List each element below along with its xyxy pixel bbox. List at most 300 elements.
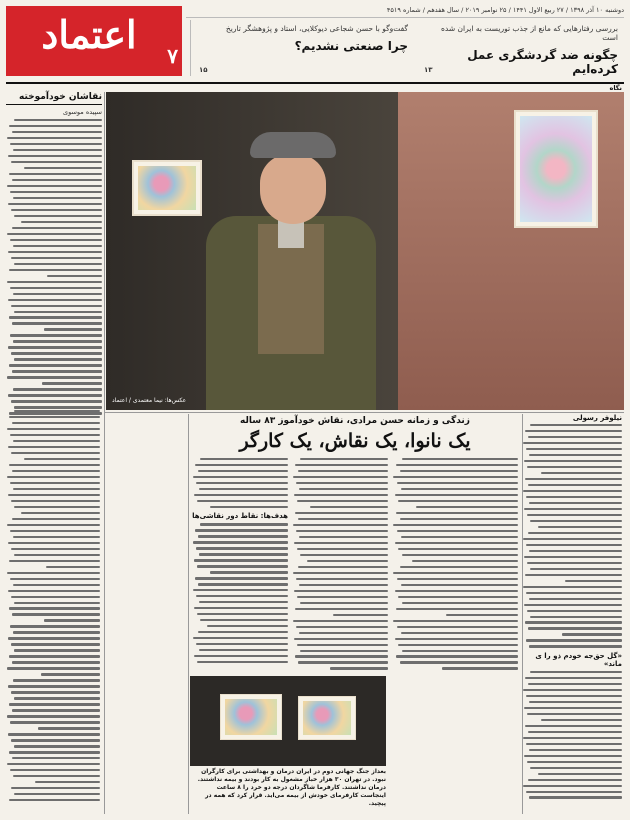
- text-line: [528, 683, 622, 685]
- text-line: [300, 602, 388, 604]
- text-line: [13, 340, 102, 342]
- text-line: [199, 601, 288, 603]
- text-line: [529, 598, 622, 600]
- text-line: [10, 578, 100, 580]
- text-line: [197, 661, 288, 663]
- text-line: [446, 614, 518, 616]
- text-line: [11, 209, 102, 211]
- text-line: [47, 275, 102, 277]
- masthead: [6, 6, 182, 76]
- text-line: [402, 458, 518, 460]
- text-line: [193, 589, 288, 591]
- text-line: [11, 739, 100, 741]
- text-line: [11, 787, 100, 789]
- side-column-label: نیلوفر رسولی: [572, 414, 622, 422]
- text-line: [526, 695, 622, 697]
- text-line: [8, 542, 100, 544]
- text-line: [530, 568, 622, 570]
- text-line: [9, 799, 100, 801]
- text-line: [398, 596, 518, 598]
- text-line: [524, 508, 622, 510]
- text-line: [24, 458, 100, 460]
- text-line: [393, 476, 518, 478]
- section-label: نگاه: [609, 84, 622, 92]
- text-line: [523, 737, 622, 739]
- text-line: [397, 482, 518, 484]
- text-line: [10, 625, 100, 627]
- text-line: [198, 631, 288, 633]
- text-line: [525, 478, 622, 480]
- text-line: [528, 731, 622, 733]
- text-line: [9, 703, 100, 705]
- article-column-1: [392, 458, 518, 673]
- text-line: [11, 596, 100, 598]
- text-line: [297, 596, 388, 598]
- text-line: [12, 518, 100, 520]
- text-line: [299, 632, 388, 634]
- text-line: [195, 577, 288, 579]
- text-line: [21, 512, 100, 514]
- text-line: [11, 305, 102, 307]
- text-line: [7, 572, 100, 574]
- text-line: [14, 793, 100, 795]
- text-line: [7, 281, 102, 283]
- text-line: [9, 607, 100, 609]
- text-line: [38, 727, 100, 729]
- text-line: [395, 542, 518, 544]
- text-line: [7, 185, 102, 187]
- text-line: [193, 637, 288, 639]
- text-line: [298, 661, 388, 663]
- text-line: [12, 757, 100, 759]
- text-line: [197, 500, 288, 502]
- text-line: [298, 470, 388, 472]
- text-line: [9, 560, 100, 562]
- text-line: [12, 370, 102, 372]
- text-line: [194, 559, 288, 561]
- text-line: [13, 245, 102, 247]
- text-line: [13, 388, 102, 390]
- text-line: [24, 167, 102, 169]
- text-line: [293, 572, 388, 574]
- text-line: [527, 610, 622, 612]
- text-line: [7, 137, 102, 139]
- text-line: [538, 773, 622, 775]
- text-line: [10, 434, 100, 436]
- text-line: [14, 215, 102, 217]
- text-line: [12, 131, 102, 133]
- text-line: [14, 119, 102, 121]
- teaser-industry[interactable]: [190, 20, 416, 76]
- text-line: [541, 719, 622, 721]
- text-line: [9, 173, 102, 175]
- teaser-tourism[interactable]: [416, 20, 626, 76]
- text-line: [525, 574, 622, 576]
- text-line: [523, 442, 622, 444]
- text-line: [193, 476, 288, 478]
- text-line: [523, 538, 622, 540]
- text-line: [530, 616, 622, 618]
- text-line: [197, 613, 288, 615]
- newspaper-logo: اعتماد: [41, 12, 137, 57]
- text-line: [541, 472, 622, 474]
- text-line: [293, 620, 388, 622]
- text-line: [14, 602, 100, 604]
- text-line: [9, 125, 102, 127]
- text-line: [194, 655, 288, 657]
- text-line: [8, 494, 100, 496]
- text-line: [310, 506, 388, 508]
- text-line: [10, 143, 102, 145]
- text-line: [400, 470, 518, 472]
- text-line: [527, 761, 622, 763]
- text-line: [12, 179, 102, 181]
- text-line: [296, 626, 388, 628]
- text-line: [8, 637, 100, 639]
- teaser-page-ref: ۱۵: [199, 66, 208, 74]
- text-line: [35, 781, 100, 783]
- text-line: [297, 500, 388, 502]
- text-line: [294, 638, 388, 640]
- text-line: [529, 502, 622, 504]
- inset-painting-right: [298, 696, 356, 740]
- text-line: [199, 649, 288, 651]
- text-line: [8, 251, 102, 253]
- text-line: [396, 608, 518, 610]
- text-line: [14, 554, 100, 556]
- text-line: [207, 625, 288, 627]
- article-column-2: [292, 458, 388, 673]
- text-line: [398, 644, 518, 646]
- article-column-3: [192, 458, 288, 667]
- text-line: [416, 506, 518, 508]
- teaser-page-ref: ۱۳: [424, 66, 433, 74]
- text-line: [395, 590, 518, 592]
- text-line: [14, 506, 100, 508]
- text-line: [538, 526, 622, 528]
- text-line: [401, 632, 518, 634]
- text-line: [13, 197, 102, 199]
- text-line: [8, 155, 102, 157]
- teaser-sup: بررسی رفتارهایی که مانع از جذب توریست به ایران شده است: [441, 24, 618, 42]
- text-line: [529, 454, 622, 456]
- text-line: [9, 269, 102, 271]
- text-line: [7, 428, 100, 430]
- inset-caption: بعداز جنگ جهانی دوم در ایران درمان و بهداشتی برای کارگران نبود. در تهران ۳۰ هزار خباز مشغول به کار بودند و بیمه نداشتند. درمان نداشتند. کارفرما شاگردان درجه دو خرد را ۸ ساعت اینجاست کارفرمای خودش از بیمه می‌اید. قرار کرد که همه در پیچید.: [197, 768, 386, 808]
- text-line: [562, 633, 622, 635]
- text-line: [11, 691, 100, 693]
- text-line: [395, 494, 518, 496]
- text-line: [11, 500, 100, 502]
- text-line: [193, 541, 288, 543]
- text-line: [528, 532, 622, 534]
- text-line: [7, 376, 102, 378]
- left-column-body: [6, 119, 102, 415]
- text-line: [13, 293, 102, 295]
- text-line: [13, 149, 102, 151]
- text-line: [523, 689, 622, 691]
- text-line: [393, 524, 518, 526]
- teaser-sup: گفت‌وگو با حسن شجاعی دیوکلایی، استاد و پژوهشگر تاریخ: [225, 24, 408, 33]
- teaser-headline: چگونه ضد گردشگری عمل کرده‌ایم: [467, 48, 618, 76]
- text-line: [524, 755, 622, 757]
- text-line: [7, 715, 100, 717]
- text-line: [210, 506, 288, 508]
- text-line: [402, 602, 518, 604]
- text-line: [12, 322, 102, 324]
- text-line: [7, 763, 100, 765]
- text-line: [10, 530, 100, 532]
- text-line: [12, 422, 100, 424]
- painting-left: [132, 160, 202, 216]
- text-line: [293, 524, 388, 526]
- text-line: [10, 721, 100, 723]
- text-line: [11, 161, 102, 163]
- text-line: [525, 677, 622, 679]
- text-line: [13, 584, 100, 586]
- text-line: [14, 410, 100, 412]
- text-line: [397, 626, 518, 628]
- text-line: [198, 583, 288, 585]
- text-line: [12, 709, 100, 711]
- text-line: [524, 556, 622, 558]
- text-line: [21, 221, 102, 223]
- text-line: [11, 400, 102, 402]
- text-line: [523, 490, 622, 492]
- text-line: [200, 523, 288, 525]
- text-line: [42, 382, 102, 384]
- text-line: [12, 661, 100, 663]
- text-line: [396, 655, 518, 657]
- text-line: [11, 352, 102, 354]
- text-line: [299, 584, 388, 586]
- text-line: [210, 571, 288, 573]
- dateline: دوشنبه ۱۰ آذر ۱۳۹۸ / ۲۷ ربیع الاول ۱۴۴۱ / ۲۵ نوامبر ۲۰۱۹ / سال هفدهم / شماره ۴۵۱۹: [186, 6, 624, 18]
- text-line: [11, 452, 100, 454]
- text-line: [524, 707, 622, 709]
- text-line: [530, 424, 622, 426]
- text-line: [12, 613, 100, 615]
- text-line: [44, 619, 100, 621]
- text-line: [7, 476, 100, 478]
- text-line: [44, 328, 102, 330]
- text-line: [401, 584, 518, 586]
- text-line: [12, 227, 102, 229]
- section-rule: [6, 82, 624, 90]
- text-line: [527, 514, 622, 516]
- text-line: [198, 470, 288, 472]
- text-line: [196, 482, 288, 484]
- text-line: [401, 488, 518, 490]
- photo-credit: عکس‌ها: نیما معتمدی / اعتماد: [112, 397, 187, 404]
- text-line: [293, 476, 388, 478]
- text-line: [396, 464, 518, 466]
- text-line: [197, 565, 288, 567]
- inset-photo: [190, 676, 386, 766]
- text-line: [14, 697, 100, 699]
- text-line: [400, 518, 518, 520]
- text-line: [524, 604, 622, 606]
- text-line: [526, 639, 622, 641]
- text-line: [530, 520, 622, 522]
- text-line: [528, 436, 622, 438]
- text-line: [8, 446, 100, 448]
- painting-right: [514, 110, 598, 228]
- text-line: [14, 311, 102, 313]
- text-line: [198, 535, 288, 537]
- text-line: [330, 667, 388, 669]
- text-line: [13, 440, 100, 442]
- text-line: [295, 655, 388, 657]
- text-line: [8, 685, 100, 687]
- text-line: [442, 667, 518, 669]
- page-number: ۷: [167, 44, 178, 68]
- text-line: [526, 743, 622, 745]
- text-line: [393, 620, 518, 622]
- text-line: [10, 191, 102, 193]
- text-line: [194, 494, 288, 496]
- text-line: [8, 346, 102, 348]
- text-line: [14, 649, 100, 651]
- teaser-headline: چرا صنعتی نشدیم؟: [294, 39, 408, 53]
- article-subhead: هدف‌ها: نقاط دور نقاشی‌ها: [192, 512, 288, 521]
- text-line: [400, 661, 518, 663]
- text-line: [307, 560, 388, 562]
- text-line: [300, 554, 388, 556]
- text-line: [199, 488, 288, 490]
- left-column-author: سپیده موسوی: [63, 108, 102, 116]
- text-line: [13, 775, 100, 777]
- text-line: [294, 494, 388, 496]
- text-line: [8, 733, 100, 735]
- text-line: [402, 650, 518, 652]
- text-line: [396, 512, 518, 514]
- text-line: [7, 233, 102, 235]
- text-line: [196, 595, 288, 597]
- text-line: [400, 566, 518, 568]
- text-line: [14, 745, 100, 747]
- text-line: [529, 645, 622, 647]
- text-line: [401, 536, 518, 538]
- text-line: [398, 548, 518, 550]
- text-line: [529, 796, 622, 798]
- text-line: [525, 621, 622, 623]
- text-line: [295, 608, 388, 610]
- text-line: [9, 464, 100, 466]
- text-line: [13, 488, 100, 490]
- text-line: [295, 512, 388, 514]
- text-line: [526, 791, 622, 793]
- text-line: [200, 458, 288, 460]
- text-line: [525, 725, 622, 727]
- text-line: [529, 749, 622, 751]
- text-line: [196, 643, 288, 645]
- left-column-title: نقاشان خودآموخته: [6, 92, 102, 105]
- text-line: [527, 562, 622, 564]
- text-line: [12, 470, 100, 472]
- text-line: [13, 679, 100, 681]
- main-photo: [106, 92, 624, 410]
- text-line: [296, 482, 388, 484]
- text-line: [9, 655, 100, 657]
- text-line: [10, 334, 102, 336]
- text-line: [300, 458, 388, 460]
- article-headline: یک نانوا، یک نقاش، یک کارگر: [239, 430, 471, 452]
- text-line: [14, 358, 102, 360]
- text-line: [523, 785, 622, 787]
- text-line: [294, 542, 388, 544]
- text-line: [8, 394, 102, 396]
- text-line: [195, 529, 288, 531]
- text-line: [529, 701, 622, 703]
- text-line: [14, 263, 102, 265]
- text-line: [528, 779, 622, 781]
- text-line: [295, 464, 388, 466]
- inset-painting-left: [220, 694, 282, 740]
- text-line: [14, 406, 102, 408]
- article-kicker: زندگی و زمانه حسن مرادی، نقاش خودآموز ۸۳ ساله: [240, 416, 470, 426]
- side-column-body: [522, 424, 622, 802]
- text-line: [9, 751, 100, 753]
- text-line: [196, 547, 288, 549]
- text-line: [296, 578, 388, 580]
- text-line: [397, 530, 518, 532]
- text-line: [298, 518, 388, 520]
- painter-portrait: [206, 132, 376, 410]
- text-line: [46, 566, 100, 568]
- text-line: [11, 643, 100, 645]
- text-line: [8, 299, 102, 301]
- text-line: [397, 578, 518, 580]
- text-line: [195, 464, 288, 466]
- side-subhead: «گل حق‌جه خودم ذو را ی ماند»: [535, 651, 622, 668]
- text-line: [9, 364, 102, 366]
- text-line: [199, 553, 288, 555]
- text-line: [9, 316, 102, 318]
- text-line: [298, 566, 388, 568]
- text-line: [297, 548, 388, 550]
- text-line: [299, 488, 388, 490]
- text-line: [10, 769, 100, 771]
- text-line: [13, 631, 100, 633]
- text-line: [9, 416, 100, 418]
- text-line: [333, 614, 388, 616]
- text-line: [393, 572, 518, 574]
- text-line: [194, 607, 288, 609]
- text-line: [527, 713, 622, 715]
- text-line: [297, 644, 388, 646]
- text-line: [10, 482, 100, 484]
- text-line: [300, 650, 388, 652]
- text-line: [530, 671, 622, 673]
- text-line: [529, 550, 622, 552]
- text-line: [200, 619, 288, 621]
- text-line: [10, 287, 102, 289]
- text-line: [296, 530, 388, 532]
- text-line: [530, 767, 622, 769]
- text-line: [526, 496, 622, 498]
- text-line: [294, 590, 388, 592]
- text-line: [398, 500, 518, 502]
- text-line: [528, 627, 622, 629]
- text-line: [395, 638, 518, 640]
- text-line: [8, 203, 102, 205]
- text-line: [527, 466, 622, 468]
- text-line: [11, 548, 100, 550]
- text-line: [13, 536, 100, 538]
- text-line: [565, 580, 622, 582]
- text-line: [11, 257, 102, 259]
